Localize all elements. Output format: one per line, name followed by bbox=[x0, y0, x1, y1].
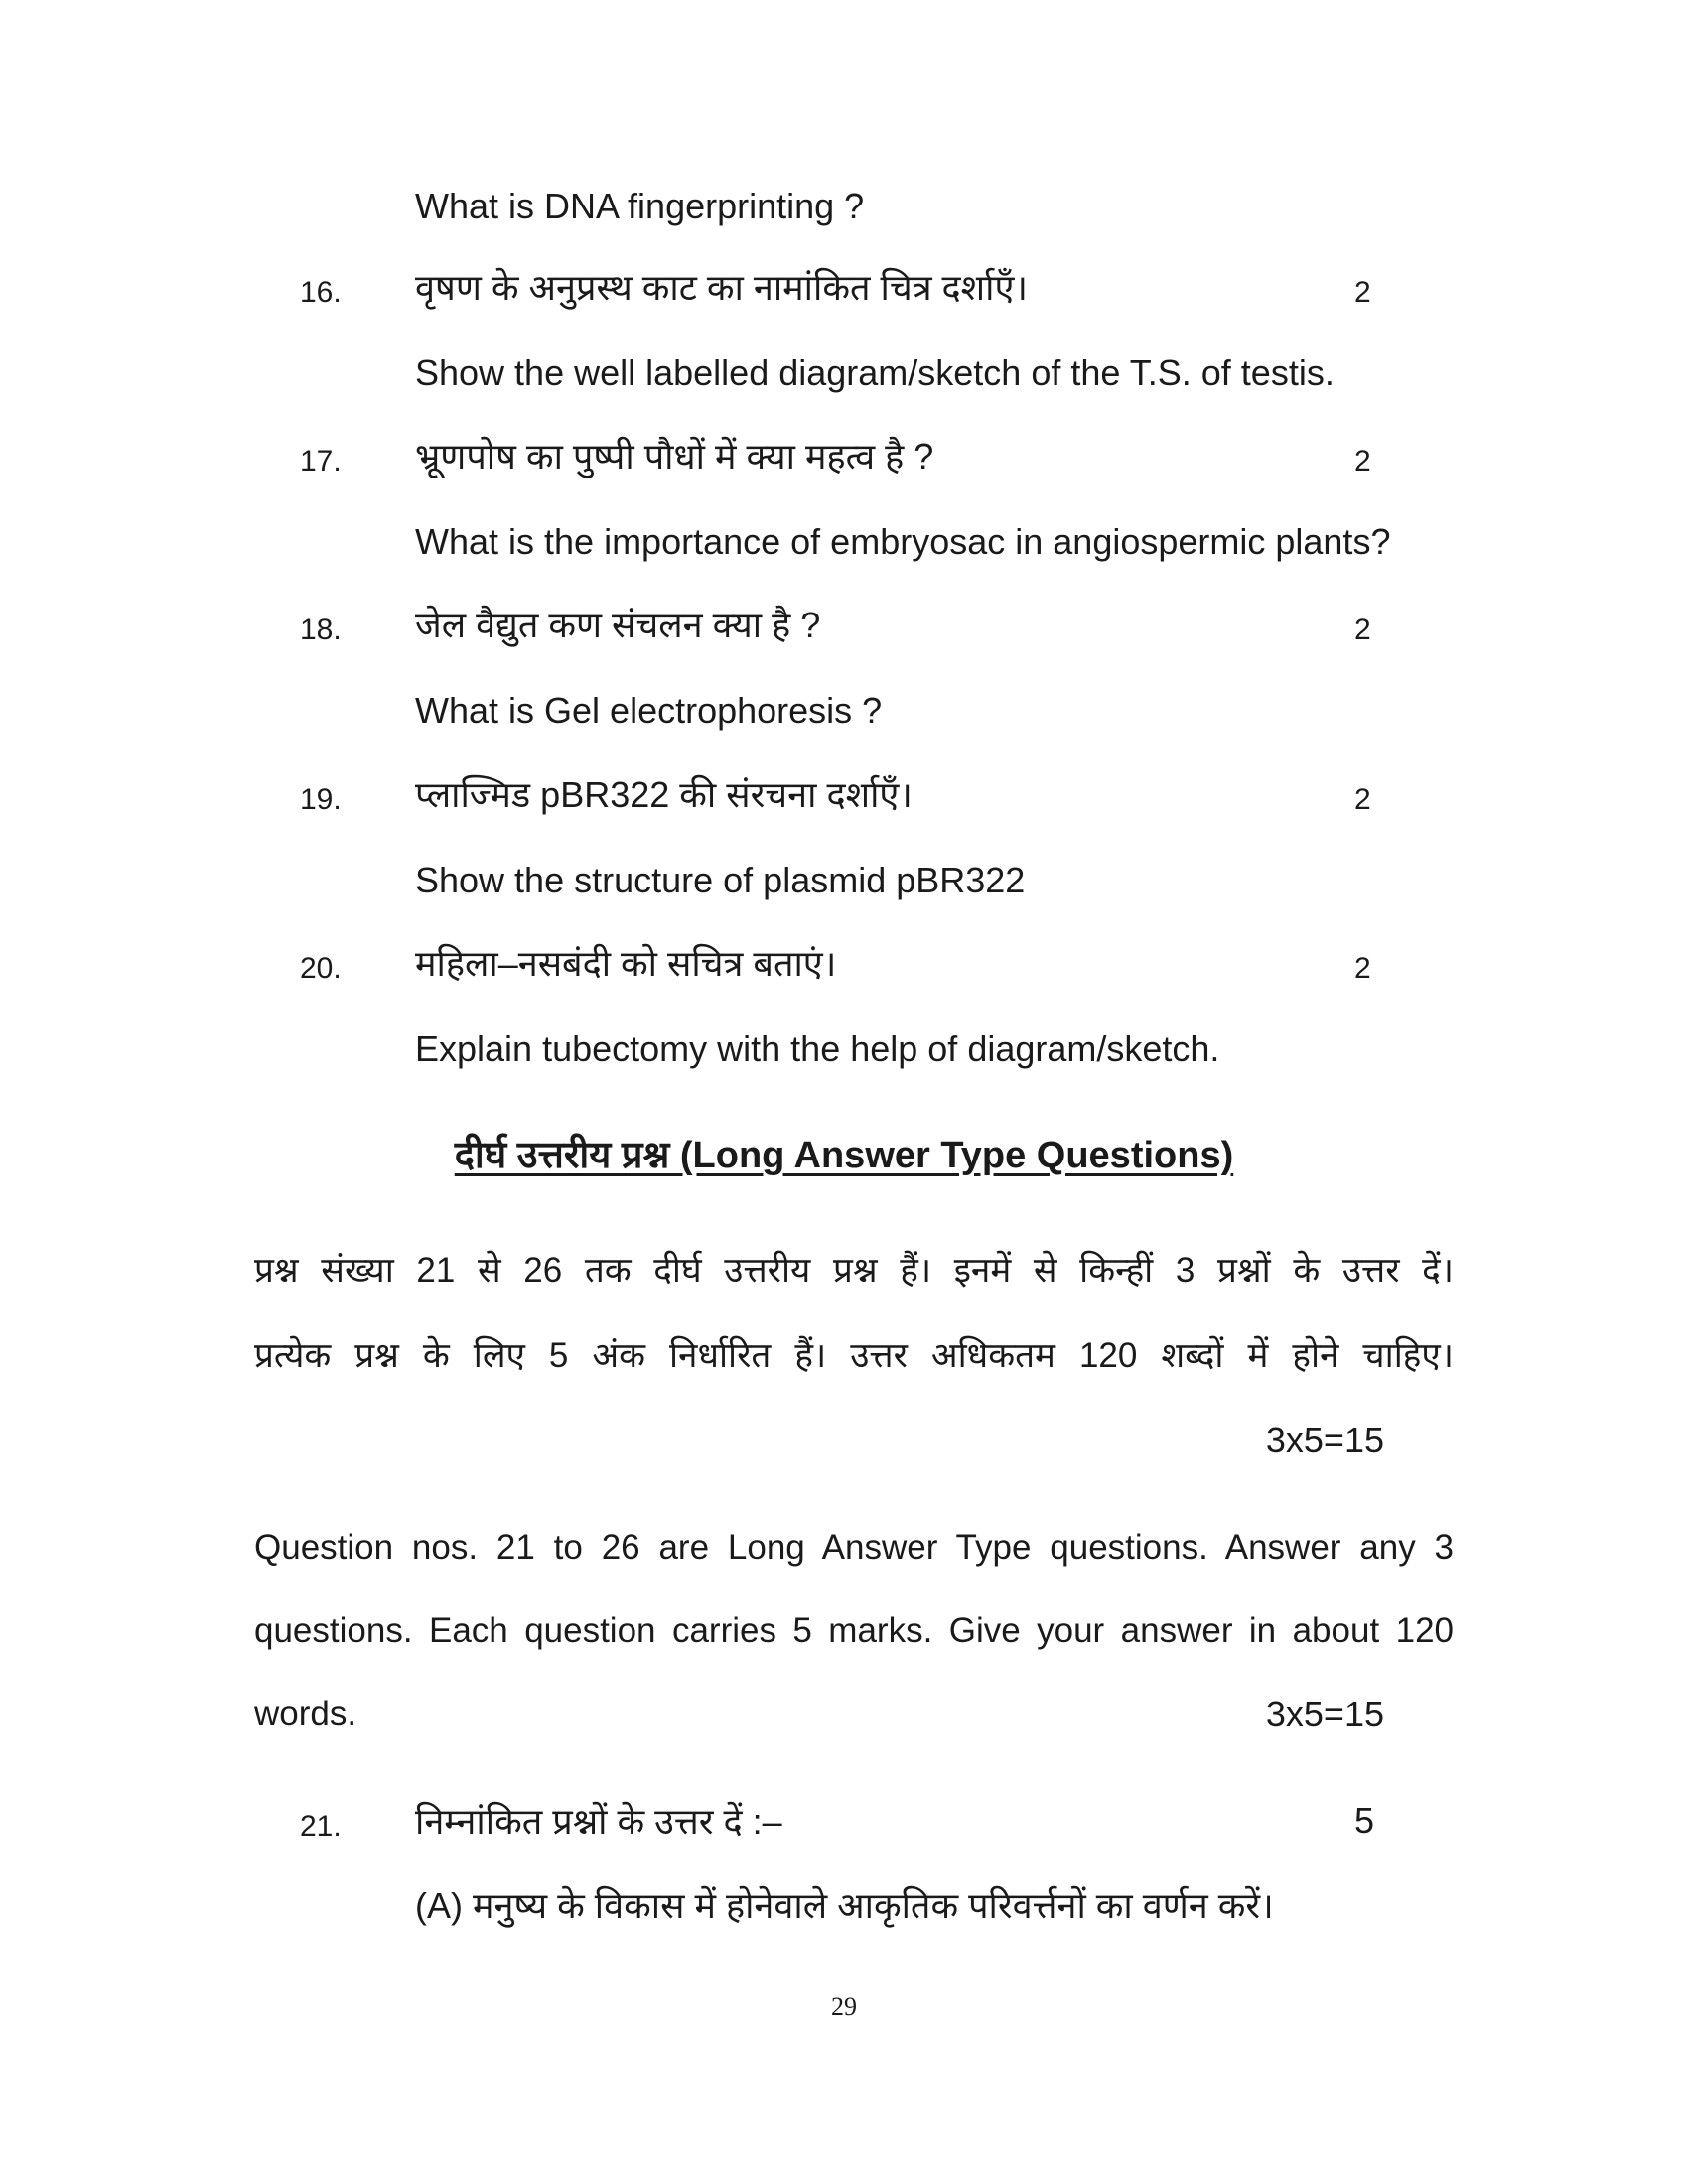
q18-english-text: What is Gel electrophoresis ? bbox=[415, 690, 883, 731]
q20-marks: 2 bbox=[1354, 952, 1371, 985]
q17-number: 17. bbox=[300, 445, 342, 478]
q21-marks: 5 bbox=[1354, 1800, 1375, 1841]
q21-number: 21. bbox=[300, 1810, 342, 1843]
q16-marks: 2 bbox=[1354, 276, 1371, 309]
q17-english-text: What is the importance of embryosac in angiospermic plants? bbox=[415, 521, 1391, 562]
q18-number: 18. bbox=[300, 614, 342, 646]
q19-hindi-text: प्लाज्मिड pBR322 की संरचना दर्शाएँ। bbox=[415, 774, 913, 815]
hindi-instructions-total: 3x5=15 bbox=[1265, 1420, 1384, 1460]
q21-hindi-text: निम्नांकित प्रश्नों के उत्तर दें :– bbox=[415, 1801, 782, 1842]
hindi-instructions-line-2: प्रत्येक प्रश्न के लिए 5 अंक निर्धारित हैं। उत्तर अधिकतम 120 शब्दों में होने चाहिए। bbox=[254, 1336, 1454, 1375]
q16-hindi-text: वृषण के अनुप्रस्थ काट का नामांकित चित्र दर्शाएँ। bbox=[415, 267, 1029, 308]
hindi-instructions-line-1: प्रश्न संख्या 21 से 26 तक दीर्घ उत्तरीय प्रश्न हैं। इनमें से किन्हीं 3 प्रश्नों के उत्तर दें। bbox=[254, 1251, 1454, 1290]
q16-number: 16. bbox=[300, 276, 342, 309]
english-instructions-total: 3x5=15 bbox=[1265, 1694, 1384, 1734]
q20-hindi-text: महिला–नसबंदी को सचित्र बताएं। bbox=[415, 943, 837, 984]
page-number: 29 bbox=[831, 1992, 857, 2021]
q15-english-text: What is DNA fingerprinting ? bbox=[415, 186, 865, 226]
english-instructions-line-3: words. bbox=[254, 1695, 357, 1733]
q17-marks: 2 bbox=[1354, 445, 1371, 478]
section-heading: दीर्घ उत्तरीय प्रश्न (Long Answer Type Questions) bbox=[454, 1135, 1234, 1176]
q19-english-text: Show the structure of plasmid pBR322 bbox=[415, 860, 1026, 900]
english-instructions-line-1: Question nos. 21 to 26 are Long Answer Type questions. Answer any 3 bbox=[254, 1528, 1454, 1567]
q18-marks: 2 bbox=[1354, 614, 1371, 646]
q16-english-text: Show the well labelled diagram/sketch of the T.S. of testis. bbox=[415, 352, 1335, 393]
q18-hindi-text: जेल वैद्युत कण संचलन क्या है ? bbox=[415, 605, 821, 645]
english-instructions-line-2: questions. Each question carries 5 marks. Give your answer in about 120 bbox=[254, 1611, 1454, 1650]
q20-english-text: Explain tubectomy with the help of diagram/sketch. bbox=[415, 1028, 1220, 1069]
q19-marks: 2 bbox=[1354, 783, 1371, 816]
q19-number: 19. bbox=[300, 783, 342, 816]
q17-hindi-text: भ्रूणपोष का पुष्पी पौधों में क्या महत्व है ? bbox=[415, 436, 934, 477]
q20-number: 20. bbox=[300, 952, 342, 985]
q21-part-a-text: (A) मनुष्य के विकास में होनेवाले आकृतिक परिवर्त्तनों का वर्णन करें। bbox=[415, 1885, 1274, 1926]
